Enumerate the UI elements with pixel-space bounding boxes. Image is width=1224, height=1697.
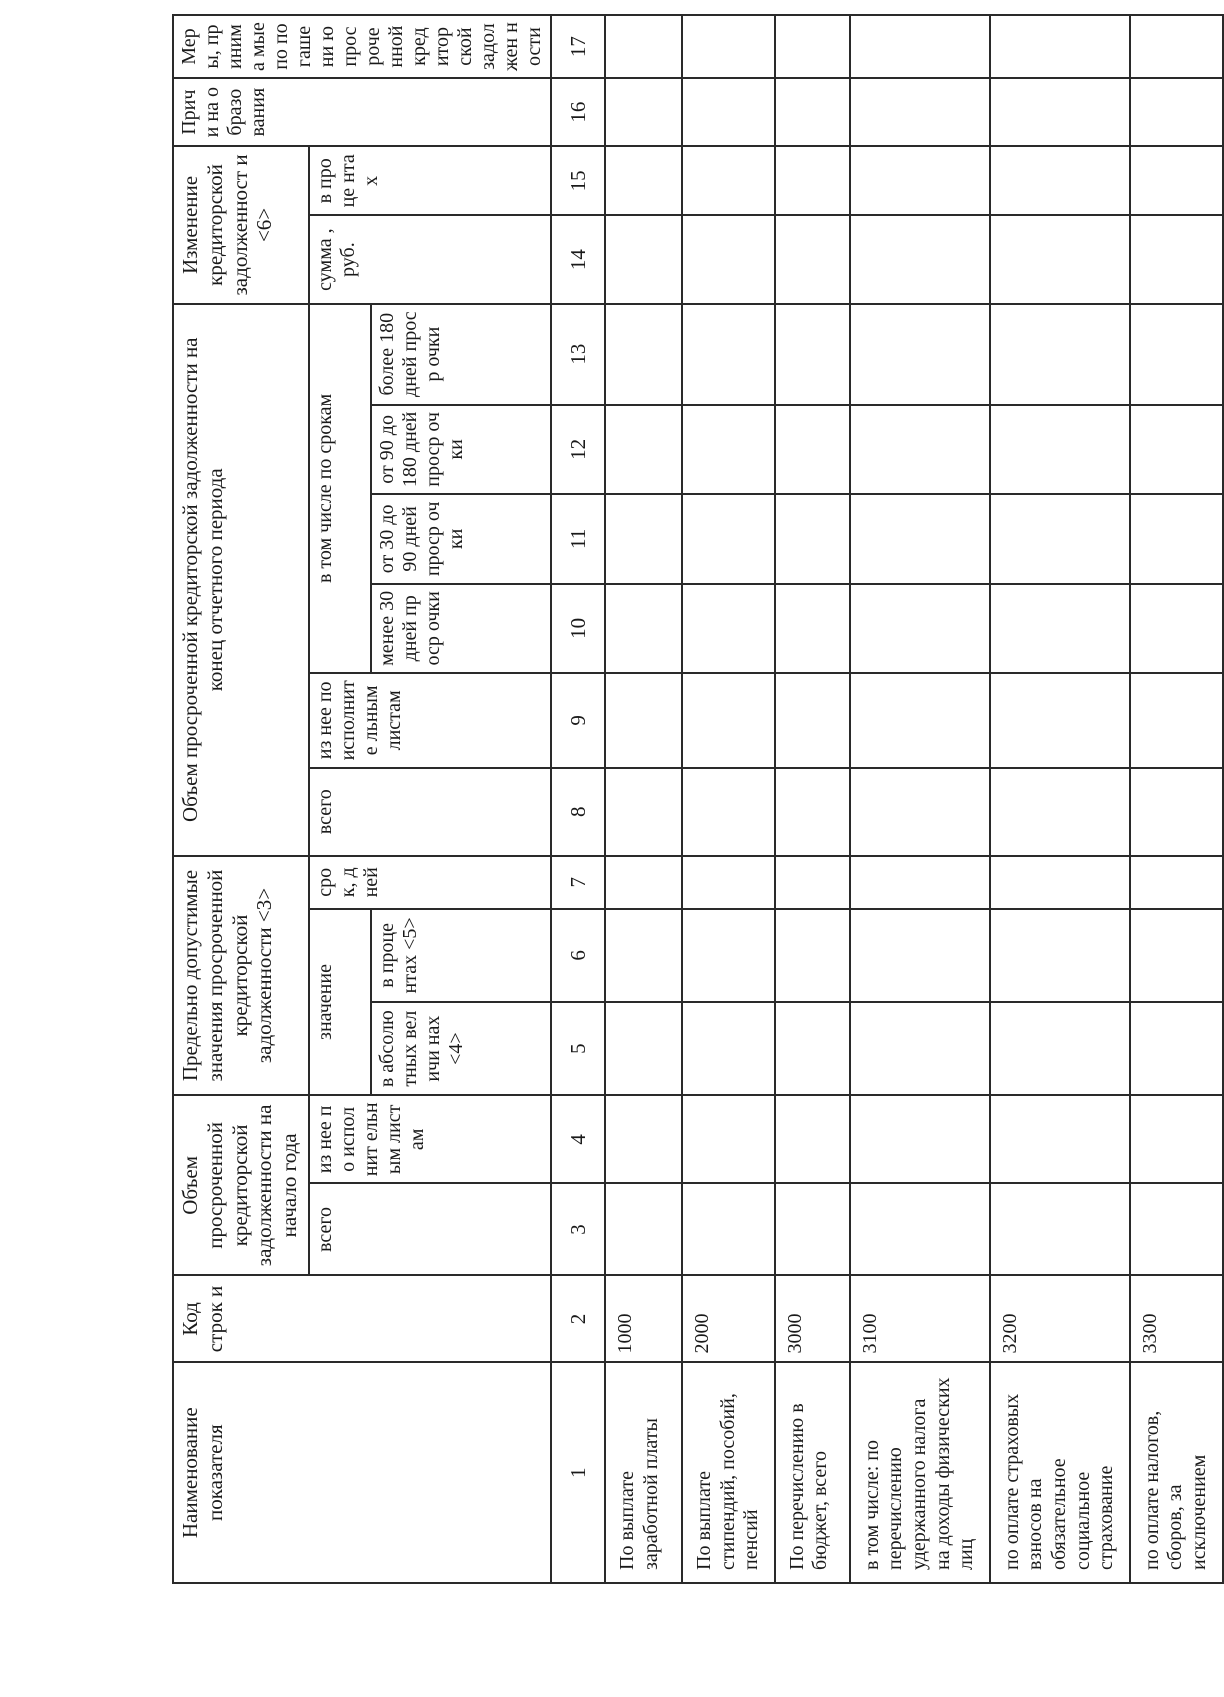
column-number: 3 (551, 1183, 605, 1275)
empty-cell (850, 304, 990, 405)
column-number: 17 (551, 15, 605, 78)
empty-cell (990, 146, 1130, 215)
empty-cell (990, 768, 1130, 856)
empty-cell (990, 494, 1130, 583)
header-start-writs: из нее по исполнит ельным листам (309, 1095, 551, 1183)
empty-cell (990, 15, 1130, 78)
row-code: 2000 (682, 1275, 775, 1362)
empty-cell (775, 856, 850, 909)
header-end-volume: Объем просроченной кредиторской задолженности на конец отчетного периода (173, 304, 309, 856)
empty-cell (605, 405, 682, 494)
empty-cell (850, 584, 990, 673)
empty-cell (990, 1002, 1130, 1095)
empty-cell (775, 1183, 850, 1275)
empty-cell (775, 78, 850, 146)
empty-cell (775, 1095, 850, 1183)
empty-cell (605, 768, 682, 856)
empty-cell (605, 146, 682, 215)
empty-cell (1130, 78, 1223, 146)
table-row (605, 15, 682, 1583)
column-number-row (551, 15, 605, 1583)
empty-cell (775, 304, 850, 405)
empty-cell (682, 15, 775, 78)
empty-cell (1130, 1183, 1223, 1275)
empty-cell (775, 405, 850, 494)
empty-cell (1130, 405, 1223, 494)
empty-cell (990, 1095, 1130, 1183)
header-change-sum: сумма , руб. (309, 216, 551, 304)
empty-cell (990, 216, 1130, 304)
empty-cell (682, 1095, 775, 1183)
empty-cell (605, 584, 682, 673)
header-end-writs: из нее по исполните льным листам (309, 673, 551, 768)
empty-cell (605, 1095, 682, 1183)
empty-cell (990, 78, 1130, 146)
empty-cell (605, 673, 682, 768)
column-number: 13 (551, 304, 605, 405)
empty-cell (682, 78, 775, 146)
empty-cell (850, 1095, 990, 1183)
column-number: 15 (551, 146, 605, 215)
empty-cell (605, 909, 682, 1002)
column-number: 10 (551, 584, 605, 673)
empty-cell (605, 216, 682, 304)
empty-cell (1130, 856, 1223, 909)
empty-cell (850, 405, 990, 494)
column-number: 11 (551, 494, 605, 583)
header-limits-pct: в проце нтах <5> (371, 909, 551, 1002)
header-change: Изменение кредиторской задолженност и <6> (173, 146, 309, 304)
column-number: 14 (551, 216, 605, 304)
empty-cell (850, 1002, 990, 1095)
empty-cell (1130, 768, 1223, 856)
column-number: 9 (551, 673, 605, 768)
empty-cell (682, 768, 775, 856)
empty-cell (775, 15, 850, 78)
empty-cell (682, 146, 775, 215)
empty-cell (1130, 909, 1223, 1002)
empty-cell (850, 909, 990, 1002)
header-term-30-90: от 30 до 90 дней проср очки (371, 494, 551, 583)
empty-cell (850, 146, 990, 215)
table-row (1130, 15, 1223, 1583)
empty-cell (682, 405, 775, 494)
rotated-table-wrapper (172, 14, 1210, 1584)
empty-cell (605, 15, 682, 78)
header-indicator-name: Наименование показателя (173, 1362, 551, 1583)
empty-cell (605, 1183, 682, 1275)
empty-cell (990, 405, 1130, 494)
empty-cell (605, 494, 682, 583)
column-number: 2 (551, 1275, 605, 1362)
empty-cell (775, 909, 850, 1002)
empty-cell (990, 909, 1130, 1002)
column-number: 7 (551, 856, 605, 909)
row-name: в том числе: по перечислению удержанного налога на доходы физических лиц (850, 1362, 990, 1583)
row-name: по оплате налогов, сборов, за исключением (1130, 1362, 1223, 1583)
empty-cell (682, 856, 775, 909)
row-code: 3300 (1130, 1275, 1223, 1362)
column-number: 4 (551, 1095, 605, 1183)
row-name: по оплате страховых взносов на обязательное социальное страхование (990, 1362, 1130, 1583)
header-limits-value: значение (309, 909, 371, 1096)
row-name: По выплате стипендий, пособий, пенсий (682, 1362, 775, 1583)
empty-cell (850, 673, 990, 768)
column-number: 5 (551, 1002, 605, 1095)
empty-cell (1130, 1095, 1223, 1183)
header-term-90-180: от 90 до 180 дней проср очки (371, 405, 551, 494)
empty-cell (775, 216, 850, 304)
column-number: 6 (551, 909, 605, 1002)
empty-cell (682, 304, 775, 405)
header-change-pct: в проце нтах (309, 146, 551, 215)
empty-cell (850, 768, 990, 856)
empty-cell (775, 673, 850, 768)
empty-cell (1130, 304, 1223, 405)
empty-cell (990, 856, 1130, 909)
table-row (850, 15, 990, 1583)
header-term-gt180: более 180 дней проср очки (371, 304, 551, 405)
empty-cell (1130, 673, 1223, 768)
empty-cell (850, 216, 990, 304)
empty-cell (850, 78, 990, 146)
empty-cell (682, 909, 775, 1002)
table-row (682, 15, 775, 1583)
creditor-debt-report-table (172, 14, 1224, 1584)
header-end-total: всего (309, 768, 551, 856)
empty-cell (682, 673, 775, 768)
column-number: 16 (551, 78, 605, 146)
empty-cell (605, 1002, 682, 1095)
row-code: 3100 (850, 1275, 990, 1362)
row-name: По выплате заработной платы (605, 1362, 682, 1583)
empty-cell (775, 1002, 850, 1095)
header-term-lt30: менее 30 дней проср очки (371, 584, 551, 673)
header-measures: Меры, принима мые по погашени ю просроче нной кредитор ской задолжен ности (173, 15, 551, 78)
empty-cell (1130, 146, 1223, 215)
empty-cell (775, 584, 850, 673)
table-row (990, 15, 1130, 1583)
empty-cell (1130, 1002, 1223, 1095)
empty-cell (605, 856, 682, 909)
header-end-by-terms: в том числе по срокам (309, 304, 371, 673)
row-code: 3000 (775, 1275, 850, 1362)
header-start-volume: Объем просроченной кредиторской задолженности на начало года (173, 1095, 309, 1275)
empty-cell (850, 494, 990, 583)
header-limits-abs: в абсолю тных величи нах <4> (371, 1002, 551, 1095)
empty-cell (1130, 216, 1223, 304)
empty-cell (682, 216, 775, 304)
empty-cell (990, 584, 1130, 673)
empty-cell (990, 673, 1130, 768)
header-limits: Предельно допустимые значения просроченной кредиторской задолженности <3> (173, 856, 309, 1095)
table-row (775, 15, 850, 1583)
empty-cell (682, 1183, 775, 1275)
header-line-code: Код строк и (173, 1275, 551, 1362)
empty-cell (1130, 584, 1223, 673)
column-number: 1 (551, 1362, 605, 1583)
empty-cell (1130, 15, 1223, 78)
empty-cell (850, 856, 990, 909)
empty-cell (605, 78, 682, 146)
column-number: 8 (551, 768, 605, 856)
empty-cell (990, 304, 1130, 405)
empty-cell (775, 146, 850, 215)
header-start-total: всего (309, 1183, 551, 1275)
column-number: 12 (551, 405, 605, 494)
row-name: По перечислению в бюджет, всего (775, 1362, 850, 1583)
empty-cell (682, 494, 775, 583)
empty-cell (850, 1183, 990, 1275)
header-reasons: Причи на образо вания (173, 78, 551, 146)
row-code: 3200 (990, 1275, 1130, 1362)
empty-cell (775, 494, 850, 583)
empty-cell (775, 768, 850, 856)
row-code: 1000 (605, 1275, 682, 1362)
empty-cell (605, 304, 682, 405)
empty-cell (990, 1183, 1130, 1275)
empty-cell (850, 15, 990, 78)
empty-cell (1130, 494, 1223, 583)
empty-cell (682, 584, 775, 673)
header-limits-days: срок, дней (309, 856, 551, 909)
empty-cell (682, 1002, 775, 1095)
